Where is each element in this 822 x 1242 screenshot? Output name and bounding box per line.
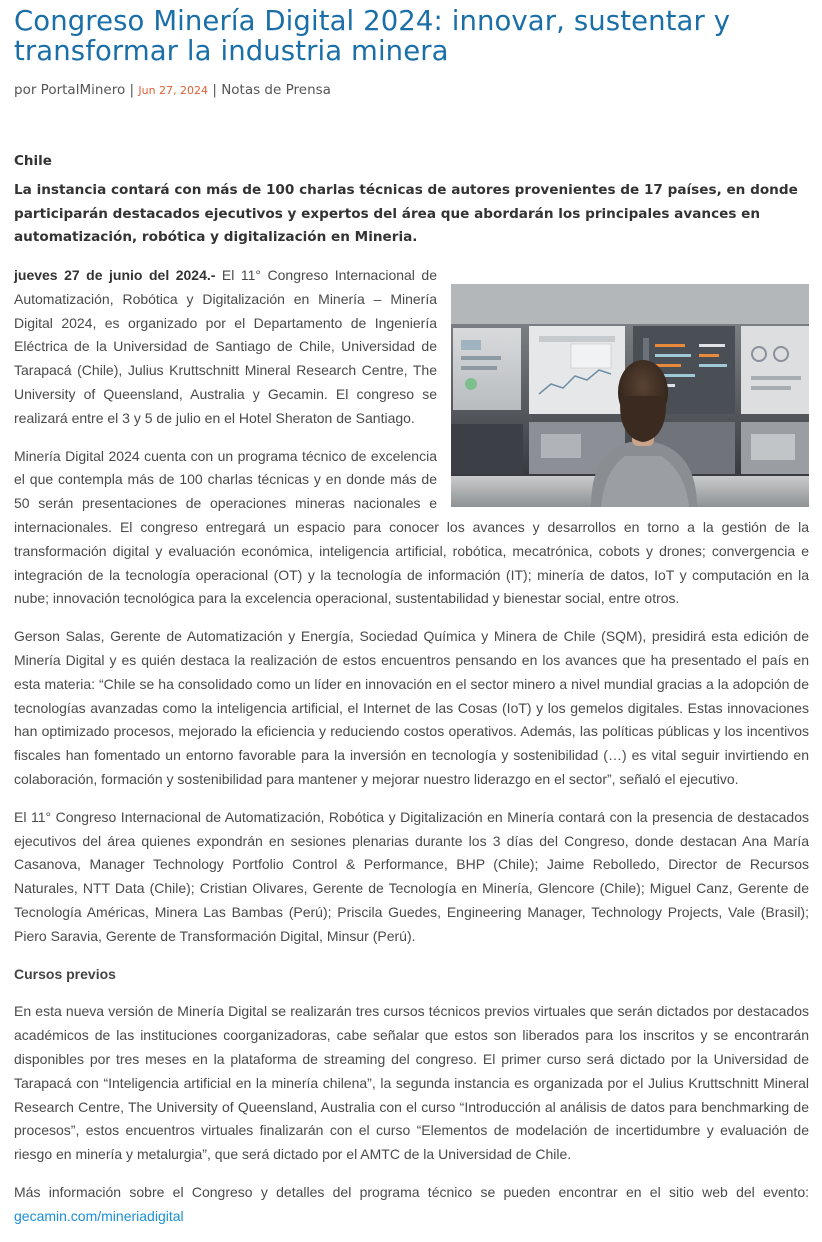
paragraph [14,1181,809,1229]
article [14,5,809,1224]
event-website-link[interactable]: gecamin.com/mineriadigital [14,1207,184,1224]
paragraph: En esta nueva versión de Minería Digital se realizarán tres cursos técnicos previos virtuales que serán dictados por destacados académicos de las instituciones coorganizadoras, cabe señalar que estos son liberados para los inscritos y se encontrarán disponibles por tres meses en la plataforma de streaming del congreso. El primer curso será dictado por la Universidad de Tarapacá con “Inteligencia artificial en la minería chilena”, la segunda instancia es organizada por el Julius Kruttschnitt Mineral Research Centre, The University of Queensland, Australia con el curso “Introducción al análisis de datos para benchmarking de procesos”, estos encuentros virtuales finalizarán con el curso “Elementos de modelación de incertidumbre y evaluación de riesgo en minería y metalurgia”, que será dictado por el AMTC de la Universidad de Chile. [14,1003,809,1163]
paragraph-text: El 11° Congreso Internacional de Automatización, Robótica y Digitalización en Minería – Minería Digital 2024, es organizado por el Departamento de Ingeniería Eléctrica de la Universidad de Santiago de Chile, Universidad de Tarapacá (Chile), Julius Kruttschnitt Mineral Research Centre, The University of Queensland, Australia y Gecamin. El congreso se realizará entre el 3 y 5 de julio en el Hotel Sheraton de Santiago. [14,267,438,426]
article-image [451,284,809,507]
category-link[interactable]: Notas de Prensa [221,82,331,98]
meta-separator: | [208,82,222,98]
paragraph-date: jueves 27 de junio del 2024.- [14,267,216,283]
region-label: Chile [14,153,52,169]
meta-separator: | [125,82,139,98]
article-title: Congreso Minería Digital 2024: innovar, sustentar y transformar la industria minera [14,5,731,67]
section-heading: Cursos previos [14,965,116,982]
author-link[interactable]: PortalMinero [40,82,126,98]
paragraph: El 11° Congreso Internacional de Automatización, Robótica y Digitalización en Minería contará con la presencia de destacados ejecutivos del área quienes expondrán en sesiones plenarias durante los 3 días del Congreso, donde destacan Ana María Casanova, Manager Technology Portfolio Control & Performance, BHP (Chile); Jaime Rebolledo, Director de Recursos Naturales, NTT Data (Chile); Cristian Olivares, Gerente de Tecnología en Minería, Glencore (Chile); Miguel Canz, Gerente de Tecnología Américas, Minera Las Bambas (Perú); Priscila Guedes, Engineering Manager, Technology Projects, Vale (Brasil); Piero Saravia, Gerente de Transformación Digital, Minsur (Perú). [14,808,809,944]
meta-by: por [14,82,41,98]
control-room-photo [451,284,809,507]
article-lead: La instancia contará con más de 100 charlas técnicas de autores provenientes de 17 países, en donde participarán destacados ejecutivos y expertos del área que abordarán los principales avances en automatización, robótica y digitalización en Mineria. [14,182,798,245]
paragraph-text: Más información sobre el Congreso y detalles del programa técnico se pueden encontrar en el sitio web del evento: [14,1183,809,1200]
article-meta [14,80,809,100]
article-body [14,264,809,1242]
paragraph: Gerson Salas, Gerente de Automatización y Energía, Sociedad Química y Minera de Chile (SQM), presidirá esta edición de Minería Digital y es quién destaca la realización de estos encuentros pensando en los avances que ha presentado el país en esta materia: “Chile se ha consolidado como un líder en innovación en el sector minero a nivel mundial gracias a la adopción de tecnologías avanzadas como la inteligencia artificial, el Internet de las Cosas (IoT) y los gemelos digitales. Estas innovaciones han optimizado procesos, mejorado la eficiencia y reduciendo costos operativos. Además, las políticas públicas y los incentivos fiscales han fomentado un entorno favorable para la inversión en tecnología y sostenibilidad (…) es vital seguir invirtiendo en colaboración, formación y sostenibilidad para mantener y mejorar nuestro liderazgo en el sector”, señaló el ejecutivo. [14,628,809,787]
paragraph: Minería Digital 2024 cuenta con un programa técnico de excelencia el que contempla más de 100 charlas técnicas y en donde más de 50 serán presentaciones de operaciones mineras nacionales e internacionales. El congreso entregará un espacio para conocer los avances y desarrollos en torno a la gestión de la transformación digital y evaluación económica, inteligencia artificial, robótica, mecatrónica, cobots y drones; convergencia e integración de la tecnología operacional (OT) y la tecnología de información (IT); minería de datos, IoT y computación en la nube; innovación tecnológica para la excelencia operacional, sustentabilidad y bienestar social, entre otros. [14,447,809,607]
publish-date: Jun 27, 2024 [138,84,209,97]
